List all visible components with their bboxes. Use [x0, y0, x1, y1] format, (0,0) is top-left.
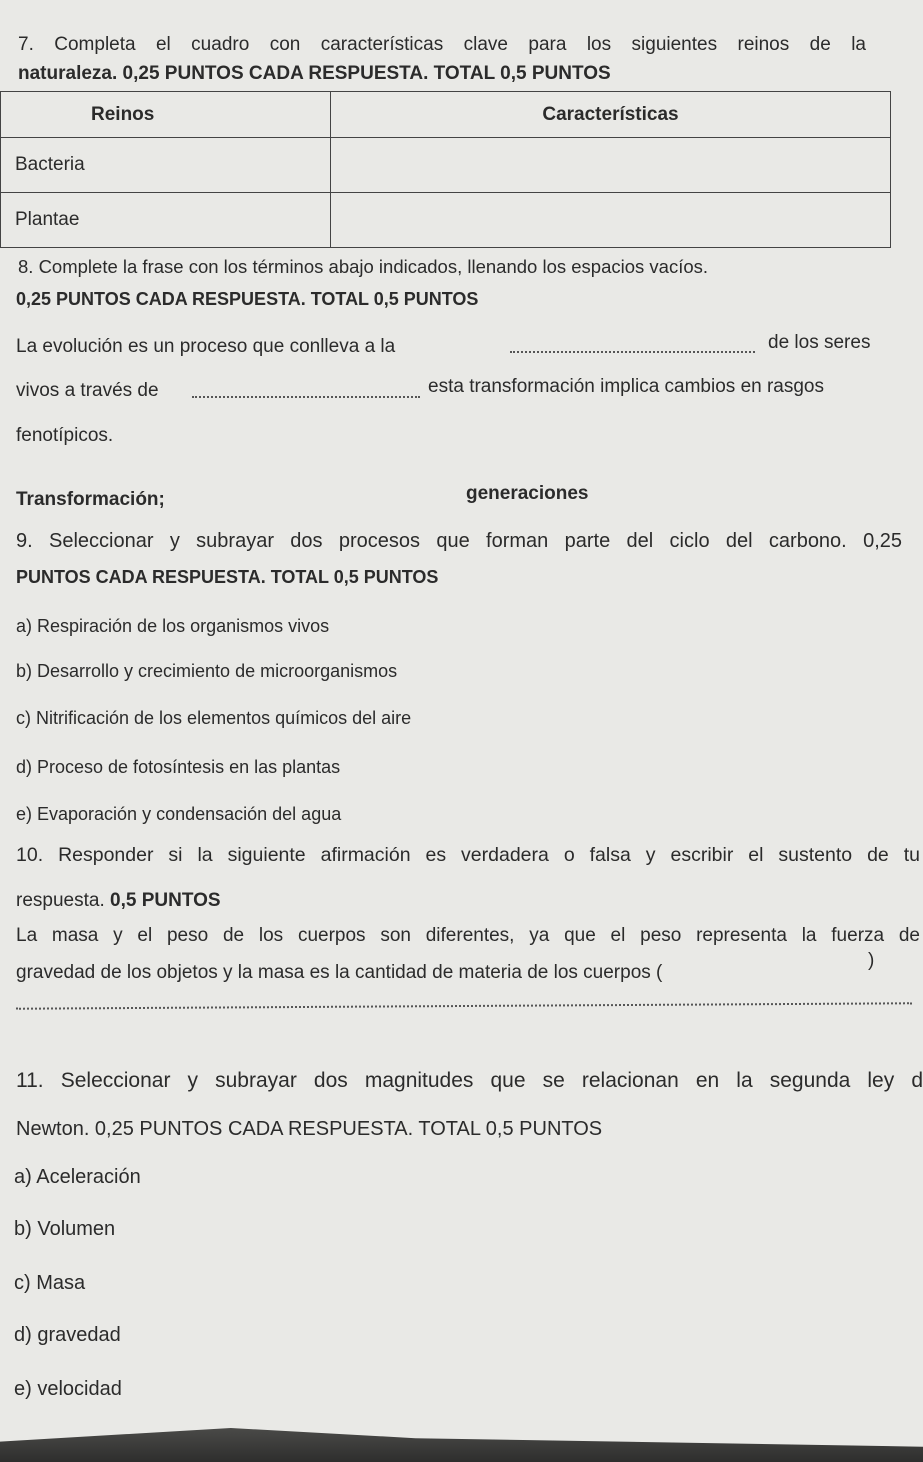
q10-justification-line[interactable]: [16, 1001, 912, 1009]
q9-line2: PUNTOS CADA RESPUESTA. TOTAL 0,5 PUNTOS: [16, 567, 439, 587]
q8-blank-2[interactable]: [192, 395, 420, 398]
q10-line1: 10. Responder si la siguiente afirmación es verdadera o falsa y escribir el sustento de tu: [16, 844, 920, 866]
q9-option-a[interactable]: a) Respiración de los organismos vivos: [16, 616, 330, 636]
q8-points: 0,25 PUNTOS CADA RESPUESTA. TOTAL 0,5 PUNTOS: [16, 289, 479, 309]
q10-statement-line1: La masa y el peso de los cuerpos son diferentes, ya que el peso representa la fuerza de: [16, 925, 920, 946]
characteristics-cell-plantae[interactable]: [331, 193, 891, 248]
q11-option-e[interactable]: e) velocidad: [14, 1378, 122, 1400]
q8-sentence-part1: La evolución es un proceso que conlleva a la: [16, 336, 396, 357]
q9-line1: 9. Seleccionar y subrayar dos procesos que forman parte del ciclo del carbono. 0,25: [16, 530, 902, 552]
q10-answer-paren-close: ): [868, 950, 875, 971]
q7-line2: naturaleza. 0,25 PUNTOS CADA RESPUESTA. TOTAL 0,5 PUNTOS: [18, 63, 611, 84]
table-row: [1, 193, 891, 248]
kingdoms-table: [0, 91, 891, 248]
q9-option-b[interactable]: b) Desarrollo y crecimiento de microorganismos: [16, 661, 398, 681]
q8-sentence-part5: fenotípicos.: [16, 425, 114, 446]
q11-line2-text: Newton. 0,25 PUNTOS CADA RESPUESTA. TOTAL 0,5 PUNTOS: [16, 1118, 603, 1140]
q8-term-1: Transformación;: [16, 489, 165, 510]
q11-option-b[interactable]: b) Volumen: [14, 1218, 116, 1240]
q11-option-a[interactable]: a) Aceleración: [14, 1166, 141, 1188]
q8-title: 8. Complete la frase con los términos abajo indicados, llenando los espacios vacíos.: [18, 256, 709, 277]
q8-sentence-part2: de los seres: [768, 332, 871, 353]
q10-points: 0,5 PUNTOS: [110, 890, 221, 911]
q10-respuesta-label: respuesta.: [16, 890, 105, 911]
q9-option-c[interactable]: c) Nitrificación de los elementos químicos del aire: [16, 708, 412, 728]
kingdom-cell-bacteria: Bacteria: [1, 138, 331, 193]
q11-option-d[interactable]: d) gravedad: [14, 1324, 121, 1346]
q10-line2: [16, 890, 221, 912]
q11-option-c[interactable]: c) Masa: [14, 1272, 86, 1294]
header-caracteristicas: Características: [331, 92, 891, 138]
page-edge-shadow: [0, 1428, 923, 1462]
q7-line1: 7. Completa el cuadro con características clave para los siguientes reinos de la: [18, 34, 866, 55]
table-header-row: [1, 92, 891, 138]
q11-line2: [16, 1118, 602, 1140]
characteristics-cell-bacteria[interactable]: [331, 138, 891, 193]
q8-sentence-part3: vivos a través de: [16, 380, 159, 401]
q9-option-d[interactable]: d) Proceso de fotosíntesis en las plantas: [16, 757, 341, 777]
header-reinos: Reinos: [1, 92, 331, 138]
q8-blank-1[interactable]: [510, 350, 755, 353]
kingdom-cell-plantae: Plantae: [1, 193, 331, 248]
table-row: [1, 138, 891, 193]
q8-term-2: generaciones: [466, 483, 589, 504]
q10-statement-line2: gravedad de los objetos y la masa es la cantidad de materia de los cuerpos (: [16, 962, 663, 983]
q9-option-e[interactable]: e) Evaporación y condensación del agua: [16, 804, 342, 824]
q8-sentence-part4: esta transformación implica cambios en rasgos: [428, 376, 825, 397]
q11-line1: 11. Seleccionar y subrayar dos magnitudes que se relacionan en la segunda ley d: [16, 1069, 923, 1092]
